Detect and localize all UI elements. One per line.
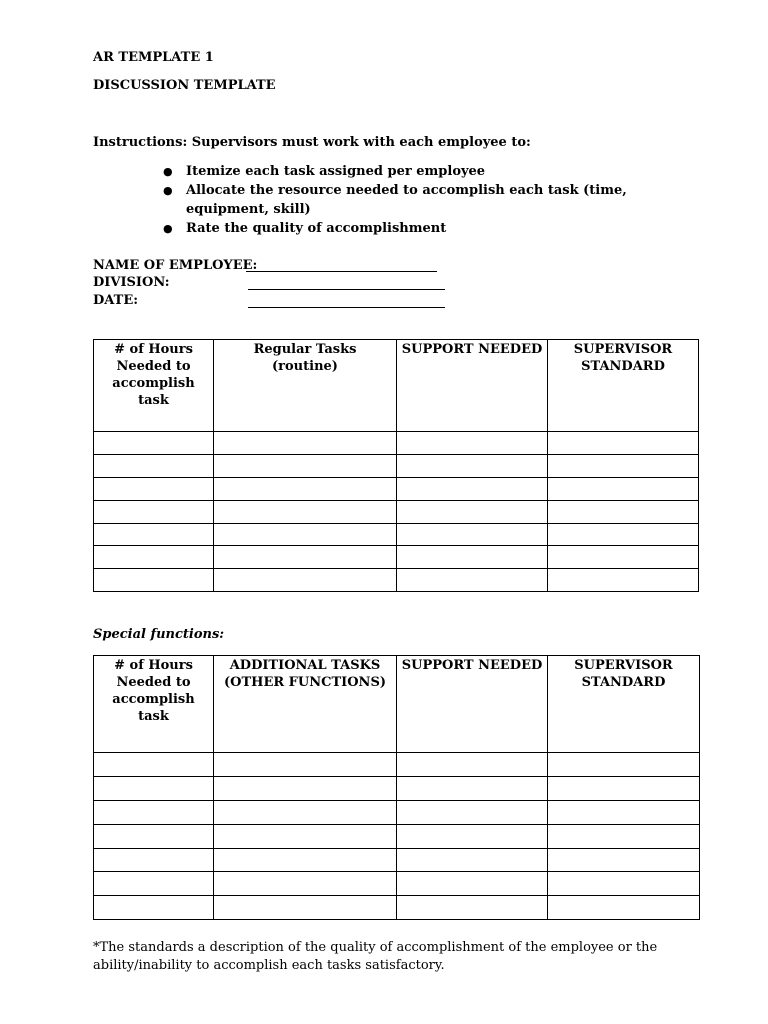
table-cell[interactable] — [214, 478, 397, 501]
header-text: SUPERVISOR STANDARD — [573, 342, 673, 374]
table-header-row — [94, 656, 700, 753]
table-cell[interactable] — [548, 825, 700, 849]
table-cell[interactable] — [214, 777, 397, 801]
header-text: ADDITIONAL TASKS (OTHER FUNCTIONS) — [224, 658, 386, 690]
table-cell[interactable] — [397, 478, 548, 501]
date-label: DATE: — [93, 293, 139, 308]
table-cell[interactable] — [214, 546, 397, 569]
hours-header — [94, 340, 214, 432]
employee-name-line[interactable] — [246, 271, 437, 272]
table-cell[interactable] — [94, 455, 214, 478]
footnote: *The standards a description of the quality of accomplishment of the employee or the ability/inability to accomplish each tasks satisfactory. — [93, 940, 658, 973]
table-cell[interactable] — [548, 478, 699, 501]
support-needed-header — [397, 656, 548, 753]
table-cell[interactable] — [397, 825, 548, 849]
instruction-item — [163, 219, 643, 238]
table-cell[interactable] — [214, 753, 397, 777]
table-cell[interactable] — [214, 501, 397, 524]
table-row — [94, 569, 699, 592]
instructions-list — [163, 162, 643, 238]
table-cell[interactable] — [214, 849, 397, 872]
table-row — [94, 849, 700, 872]
table-cell[interactable] — [214, 896, 397, 920]
table-header-row — [94, 340, 699, 432]
table-cell[interactable] — [94, 777, 214, 801]
table-cell[interactable] — [214, 569, 397, 592]
supervisor-standard-header — [548, 656, 700, 753]
table-row — [94, 524, 699, 546]
table-cell[interactable] — [397, 432, 548, 455]
table-cell[interactable] — [548, 455, 699, 478]
table-cell[interactable] — [397, 455, 548, 478]
header-text: # of Hours Needed to accomplish task — [112, 658, 195, 724]
table-row — [94, 455, 699, 478]
table-cell[interactable] — [397, 501, 548, 524]
table-cell[interactable] — [397, 546, 548, 569]
table-cell[interactable] — [548, 849, 700, 872]
table-cell[interactable] — [548, 432, 699, 455]
table-cell[interactable] — [214, 455, 397, 478]
date-line[interactable] — [248, 307, 445, 308]
instructions-intro: Instructions: Supervisors must work with each employee to: — [93, 135, 531, 150]
table-cell[interactable] — [397, 872, 548, 896]
instruction-text: Rate the quality of accomplishment — [186, 221, 447, 236]
instruction-text: Allocate the resource needed to accomplish each task (time, equipment, skill) — [186, 183, 627, 217]
table-cell[interactable] — [548, 801, 700, 825]
table-row — [94, 753, 700, 777]
table-row — [94, 896, 700, 920]
support-needed-header — [397, 340, 548, 432]
special-functions-table — [93, 655, 700, 920]
supervisor-standard-header — [548, 340, 699, 432]
table-cell[interactable] — [548, 777, 700, 801]
table-cell[interactable] — [214, 825, 397, 849]
instruction-item — [163, 181, 643, 219]
template-id: AR TEMPLATE 1 — [93, 50, 214, 65]
special-functions-label: Special functions: — [93, 627, 225, 642]
table-cell[interactable] — [548, 501, 699, 524]
table-cell[interactable] — [94, 801, 214, 825]
table-cell[interactable] — [548, 524, 699, 546]
bullet-icon: ● — [163, 222, 173, 235]
table-cell[interactable] — [94, 432, 214, 455]
table-cell[interactable] — [397, 524, 548, 546]
table-cell[interactable] — [397, 849, 548, 872]
table-cell[interactable] — [397, 569, 548, 592]
table-cell[interactable] — [94, 569, 214, 592]
table-cell[interactable] — [548, 753, 700, 777]
table-row — [94, 432, 699, 455]
table-cell[interactable] — [214, 432, 397, 455]
header-text: # of Hours Needed to accomplish task — [112, 342, 195, 408]
table-cell[interactable] — [94, 478, 214, 501]
bullet-icon: ● — [163, 184, 173, 197]
table-cell[interactable] — [214, 872, 397, 896]
table-cell[interactable] — [94, 825, 214, 849]
table-cell[interactable] — [94, 896, 214, 920]
table-row — [94, 478, 699, 501]
bullet-icon: ● — [163, 165, 173, 178]
division-line[interactable] — [248, 289, 445, 290]
table-cell[interactable] — [94, 546, 214, 569]
table-row — [94, 501, 699, 524]
table-cell[interactable] — [397, 753, 548, 777]
instruction-text: Itemize each task assigned per employee — [186, 164, 486, 179]
table-cell[interactable] — [94, 872, 214, 896]
header-text: SUPPORT NEEDED — [401, 342, 543, 357]
regular-tasks-table — [93, 339, 699, 592]
instruction-item — [163, 162, 643, 181]
hours-header — [94, 656, 214, 753]
additional-tasks-header — [214, 656, 397, 753]
header-text: SUPERVISOR STANDARD — [574, 658, 673, 690]
division-label: DIVISION: — [93, 275, 170, 290]
table-row — [94, 872, 700, 896]
employee-name-label: NAME OF EMPLOYEE: — [93, 258, 258, 273]
table-cell[interactable] — [94, 849, 214, 872]
regular-tasks-header — [214, 340, 397, 432]
table-cell[interactable] — [397, 801, 548, 825]
table-cell[interactable] — [548, 546, 699, 569]
table-cell[interactable] — [397, 896, 548, 920]
header-text: Regular Tasks (routine) — [253, 342, 357, 374]
table-cell[interactable] — [548, 569, 699, 592]
table-cell[interactable] — [548, 872, 700, 896]
table-cell[interactable] — [214, 524, 397, 546]
header-text: SUPPORT NEEDED — [401, 658, 543, 673]
table-row — [94, 801, 700, 825]
table-row — [94, 825, 700, 849]
table-cell[interactable] — [214, 801, 397, 825]
table-cell[interactable] — [548, 896, 700, 920]
table-row — [94, 546, 699, 569]
template-name: DISCUSSION TEMPLATE — [93, 78, 276, 93]
table-cell[interactable] — [94, 501, 214, 524]
table-cell[interactable] — [94, 524, 214, 546]
table-cell[interactable] — [397, 777, 548, 801]
table-row — [94, 777, 700, 801]
table-cell[interactable] — [94, 753, 214, 777]
